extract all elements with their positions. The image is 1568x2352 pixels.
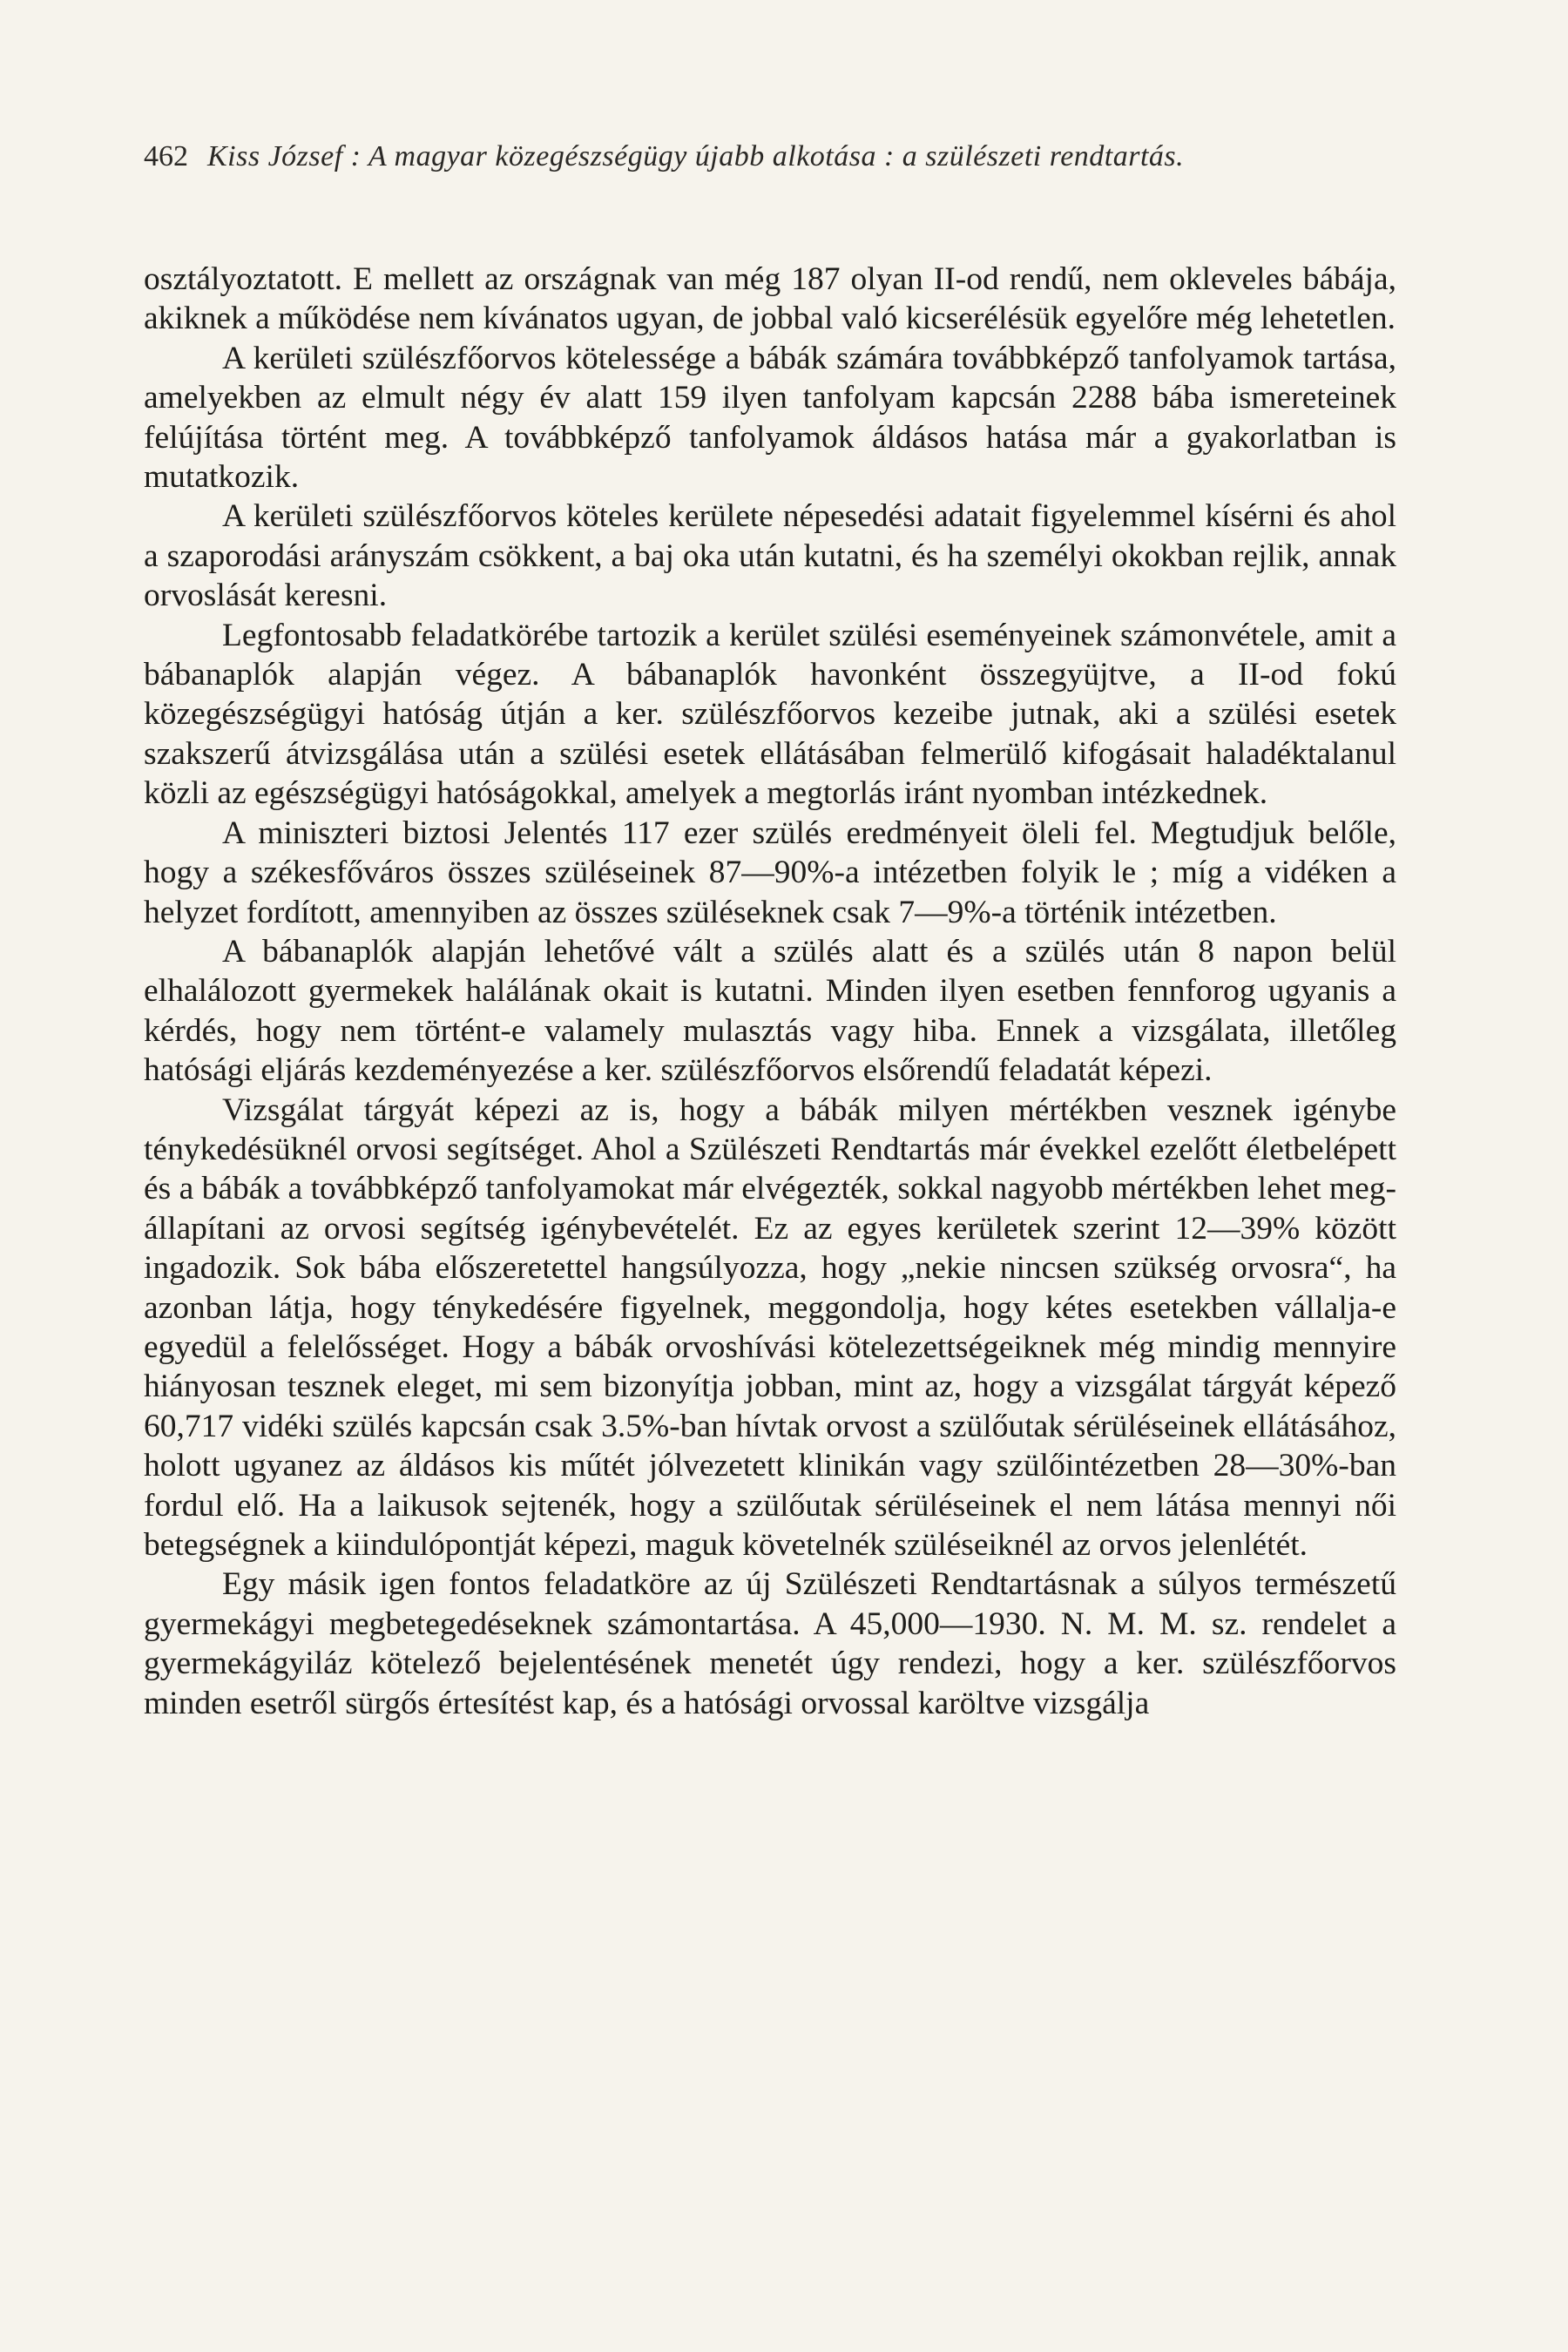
paragraph: A kerületi szülészfőorvos kötelessége a bábák számára továbbképző tanfolyamok tartása, amelyekben az elmult négy év alatt 159 ilyen tanfolyam kapcsán 2288 bába ismereteinek felújítása történt meg. A továbbképző tanfolyamok áldásos hatása már a gyakorlatban is mutatkozik. — [144, 340, 1396, 496]
paragraph: A kerületi szülészfőorvos köteles kerülete népesedési adatait figyelemmel kísérni és ahol a szaporodási arányszám csökkent, a baj oka után kutatni, és ha személyi okokban rejlik, annak orvoslását keresni. — [144, 498, 1396, 614]
running-title: Kiss József : A magyar közegészségügy újabb alkotása : a szülészeti rendtartás. — [207, 140, 1185, 172]
paragraph: A bábanaplók alapján lehetővé vált a szülés alatt és a szülés után 8 napon belül elhalálozott gyermekek halálának okait is kutatni. Minden ilyen esetben fennforog ugyanis a kérdés, hogy nem történt-e valamely mulasztás vagy hiba. Ennek a vizsgálata, illetőleg hatósági eljárás kezdeményezése a ker. szülészfőorvos elsőrendű feladatát képezi. — [144, 933, 1396, 1089]
paragraph: Egy másik igen fontos feladatköre az új Szülészeti Rendtartásnak a súlyos természetű gyermekágyi megbetegedéseknek számontartása. A 45,000—1930. N. M. M. sz. rendelet a gyermekágyiláz kötelező bejelentésének menetét úgy rendezi, hogy a ker. szülészfőorvos minden esetről sürgős értesítést kap, és a hatósági orvossal karöltve vizsgálja — [144, 1566, 1396, 1721]
paragraph: A miniszteri biztosi Jelentés 117 ezer szülés eredményeit öleli fel. Megtudjuk belőle, hogy a székesfőváros összes szüléseinek 87—90%-a intézetben folyik le ; míg a vidéken a helyzet fordított, amennyiben az összes szüléseknek csak 7—9%-a történik intézetben. — [144, 814, 1396, 930]
body-text — [144, 260, 1396, 1723]
paragraph: osztályoztatott. E mellett az országnak van még 187 olyan II-od rendű, nem okleveles bábája, akiknek a működése nem kívánatos ugyan, de jobbal való kicserélésük egyelőre még lehetetlen. — [144, 261, 1396, 337]
running-head — [144, 139, 1398, 174]
paragraph: Legfontosabb feladatkörébe tartozik a kerület szülési eseményeinek számonvétele, amit a bábanaplók alapján végez. A bábanaplók havonként összegyüjtve, a II-od fokú közegészségügyi hatóság útján a ker. szülészfőorvos kezeibe jutnak, aki a szülési esetek szakszerű átvizsgálása után a szülési esetek ellátásában felmerülő kifogásait haladéktalanul közli az egészségügyi hatóságokkal, amelyek a megtorlás iránt nyomban intézkednek. — [144, 617, 1396, 812]
page-number: 462 — [144, 140, 188, 172]
paragraph: Vizsgálat tárgyát képezi az is, hogy a bábák milyen mértékben vesznek igénybe ténykedésüknél orvosi segítséget. Ahol a Szülészeti Rendtartás már évekkel ezelőtt életbelépett és a bábák a továbbképző tanfolyamokat már elvégezték, sokkal nagyobb mértékben lehet megállapítani az orvosi segítség igénybevételét. Ez az egyes kerületek szerint 12—39% között ingadozik. Sok bába előszeretettel hangsúlyozza, hogy „nekie nincsen szükség orvosra“, ha azonban látja, hogy ténykedésére figyelnek, meggondolja, hogy kétes esetekben vállalja-e egyedül a felelősséget. Hogy a bábák orvoshívási kötelezettségeiknek még mindig mennyire hiányosan tesznek eleget, mi sem bizonyítja jobban, mint az, hogy a vizsgálat tárgyát képező 60,717 vidéki szülés kapcsán csak 3.5%-ban hívtak orvost a szülőutak sérüléseinek ellátásához, holott ugyanez az áldásos kis műtét jólvezetett klinikán vagy szülőintézetben 28—30%-ban fordul elő. Ha a laikusok sejtenék, hogy a szülőutak sérüléseinek el nem látása mennyi női betegségnek a kiindulópontját képezi, maguk követelnék szüléseiknél az orvos jelenlétét. — [144, 1092, 1396, 1563]
